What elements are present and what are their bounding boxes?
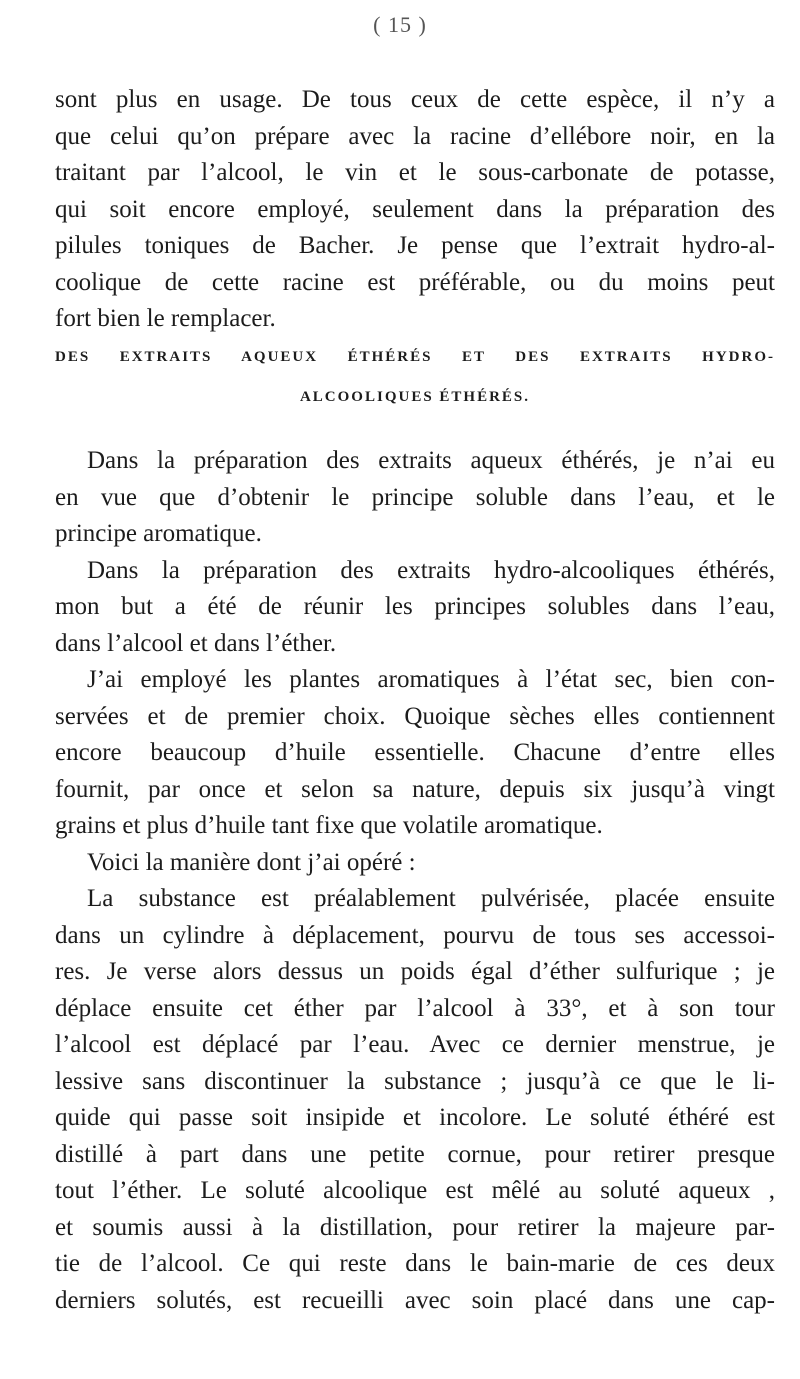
text-line: encore beaucoup d’huile essentielle. Chacune d’entre elles [55, 739, 775, 766]
text-line: Voici la manière dont j’ai opéré : [87, 848, 416, 876]
page-number: ( 15 ) [373, 12, 427, 37]
text-line: en vue que d’obtenir le principe soluble dans l’eau, et le [55, 483, 775, 511]
text-line: grains et plus d’huile tant fixe que volatile aromatique. [55, 812, 603, 839]
text-line: fort bien le remplacer. [55, 305, 276, 332]
text-line: Dans la préparation des extraits hydro-alcooliques éthérés, [87, 556, 775, 584]
text-line: sont plus en usage. De tous ceux de cette espèce, il n’y a [55, 86, 775, 113]
section-heading [55, 337, 775, 417]
text-line: lessive sans discontinuer la substance ; jusqu’à ce que le li- [55, 1067, 775, 1095]
text-line: J’ai employé les plantes aromatiques à l’état sec, bien con- [87, 666, 775, 693]
text-line: tie de l’alcool. Ce qui reste dans le bain-marie de ces deux [55, 1250, 775, 1277]
text-line: dans un cylindre à déplacement, pourvu de tous ses accessoi- [55, 921, 775, 949]
text-line: Dans la préparation des extraits aqueux éthérés, je n’ai eu [87, 447, 775, 474]
text-line: que celui qu’on prépare avec la racine d’ellébore noir, en la [55, 122, 775, 150]
text-line: mon but a été de réunir les principes solubles dans l’eau, [55, 593, 775, 620]
text-line: fournit, par once et selon sa nature, depuis six jusqu’à vingt [55, 775, 775, 803]
text-line: res. Je verse alors dessus un poids égal d’éther sulfurique ; je [55, 958, 775, 985]
text-line: et soumis aussi à la distillation, pour retirer la majeure par- [55, 1213, 775, 1241]
intro-paragraph [55, 82, 775, 338]
text-line: derniers solutés, est recueilli avec soin placé dans une cap- [55, 1286, 775, 1314]
text-line: principe aromatique. [55, 520, 262, 547]
text-line: déplace ensuite cet éther par l’alcool à 33°, et à son tour [55, 994, 775, 1022]
text-line: dans l’alcool et dans l’éther. [55, 629, 337, 657]
text-line: quide qui passe soit insipide et incolore. Le soluté éthéré est [55, 1104, 775, 1131]
section-heading-line-1: DES EXTRAITS AQUEUX ÉTHÉRÉS ET DES EXTRAITS HYDRO- [55, 349, 775, 365]
text-line: qui soit encore employé, seulement dans la préparation des [55, 195, 775, 223]
text-line: La substance est préalablement pulvérisée, placée ensuite [87, 885, 775, 912]
body-text [55, 443, 775, 1319]
section-heading-line-2: ALCOOLIQUES ÉTHÉRÉS. [299, 389, 531, 405]
text-line: coolique de cette racine est préférable, ou du moins peut [55, 268, 775, 296]
text-line: distillé à part dans une petite cornue, pour retirer presque [55, 1140, 775, 1168]
text-line: l’alcool est déplacé par l’eau. Avec ce dernier menstrue, je [55, 1031, 775, 1058]
text-line: tout l’éther. Le soluté alcoolique est mêlé au soluté aqueux , [55, 1177, 775, 1204]
text-line: pilules toniques de Bacher. Je pense que l’extrait hydro-al- [55, 232, 775, 259]
text-line: traitant par l’alcool, le vin et le sous-carbonate de potasse, [55, 159, 775, 186]
text-line: servées et de premier choix. Quoique sèches elles contiennent [55, 702, 775, 730]
